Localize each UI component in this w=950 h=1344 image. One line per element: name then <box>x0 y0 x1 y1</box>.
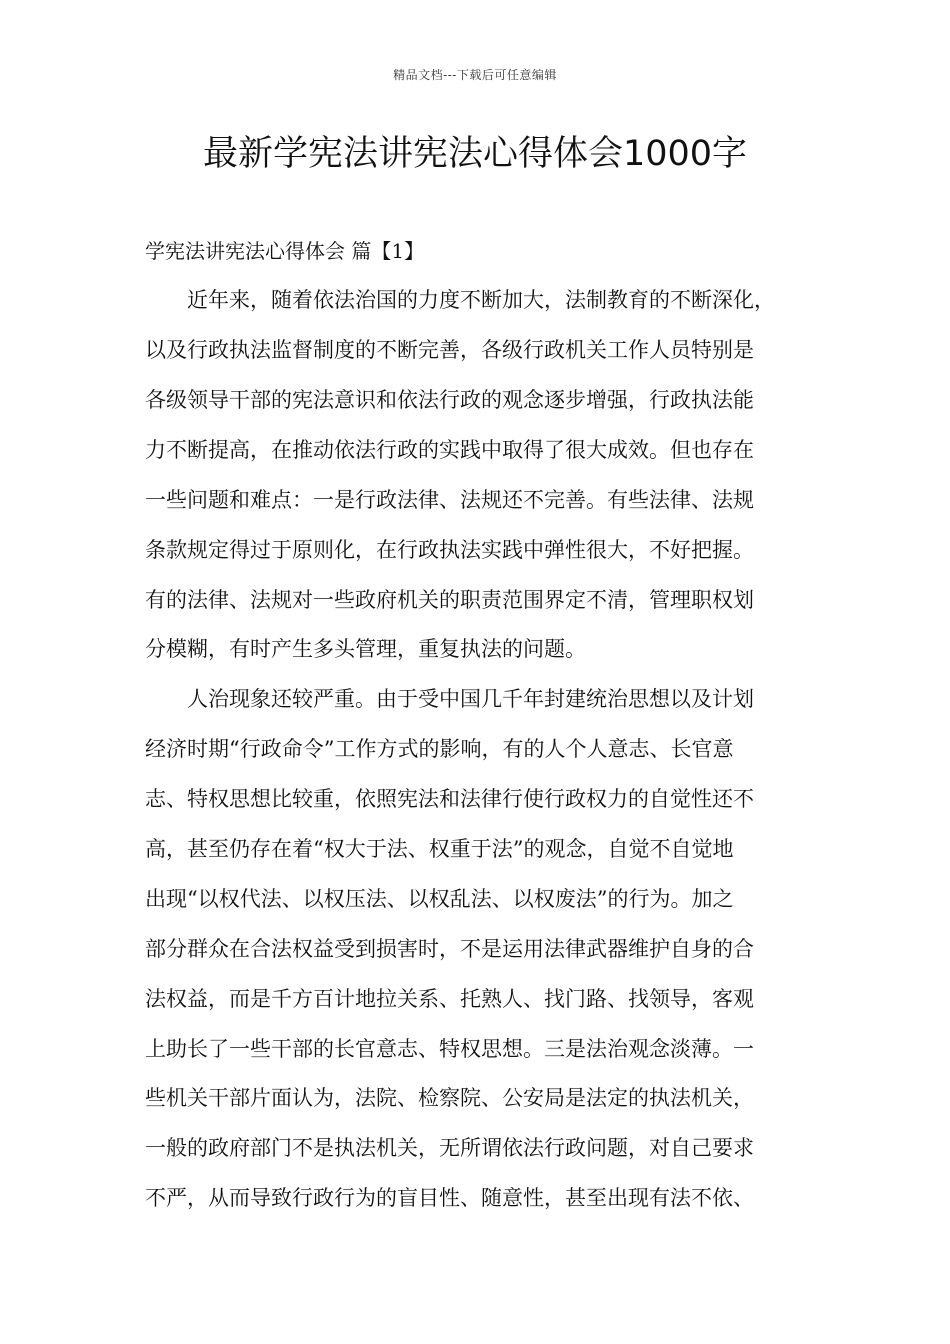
paragraph-1-line: 有的法律、法规对一些政府机关的职责范围界定不清，管理职权划 <box>145 588 754 612</box>
paragraph-2-line: 一般的政府部门不是执法机关，无所谓依法行政问题，对自己要求 <box>145 1136 754 1160</box>
paragraph-2-line: 经济时期“行政命令”工作方式的影响，有的人个人意志、长官意 <box>145 737 734 761</box>
paragraph-2-line: 出现“以权代法、以权压法、以权乱法、以权废法”的行为。加之 <box>145 887 734 911</box>
document-title: 最新学宪法讲宪法心得体会1000字 <box>202 134 748 174</box>
header-note: 精品文档---下载后可任意编辑 <box>393 68 557 82</box>
paragraph-2-line: 法权益，而是千方百计地拉关系、托熟人、找门路、找领导，客观 <box>145 987 754 1011</box>
paragraph-2-line: 部分群众在合法权益受到损害时，不是运用法律武器维护自身的合 <box>145 937 754 961</box>
paragraph-2-line: 人治现象还较严重。由于受中国几千年封建统治思想以及计划 <box>187 687 754 711</box>
paragraph-1-line: 近年来，随着依法治国的力度不断加大，法制教育的不断深化， <box>187 288 775 312</box>
paragraph-1-line: 分模糊，有时产生多头管理，重复执法的问题。 <box>145 637 586 661</box>
section-heading: 学宪法讲宪法心得体会 篇【1】 <box>145 239 425 263</box>
paragraph-1-line: 以及行政执法监督制度的不断完善，各级行政机关工作人员特别是 <box>145 338 754 362</box>
paragraph-2-line: 高，甚至仍存在着“权大于法、权重于法”的观念，自觉不自觉地 <box>145 837 734 861</box>
paragraph-2-line: 志、特权思想比较重，依照宪法和法律行使行政权力的自觉性还不 <box>145 787 754 811</box>
paragraph-2-line: 些机关干部片面认为，法院、检察院、公安局是法定的执法机关， <box>145 1086 754 1110</box>
paragraph-1-line: 条款规定得过于原则化，在行政执法实践中弹性很大，不好把握。 <box>145 538 754 562</box>
paragraph-1-line: 力不断提高，在推动依法行政的实践中取得了很大成效。但也存在 <box>145 438 754 462</box>
paragraph-2-line: 不严，从而导致行政行为的盲目性、随意性，甚至出现有法不依、 <box>145 1186 754 1210</box>
paragraph-2-line: 上助长了一些干部的长官意志、特权思想。三是法治观念淡薄。一 <box>145 1037 754 1061</box>
paragraph-1-line: 各级领导干部的宪法意识和依法行政的观念逐步增强，行政执法能 <box>145 388 754 412</box>
paragraph-1-line: 一些问题和难点：一是行政法律、法规还不完善。有些法律、法规 <box>145 488 754 512</box>
